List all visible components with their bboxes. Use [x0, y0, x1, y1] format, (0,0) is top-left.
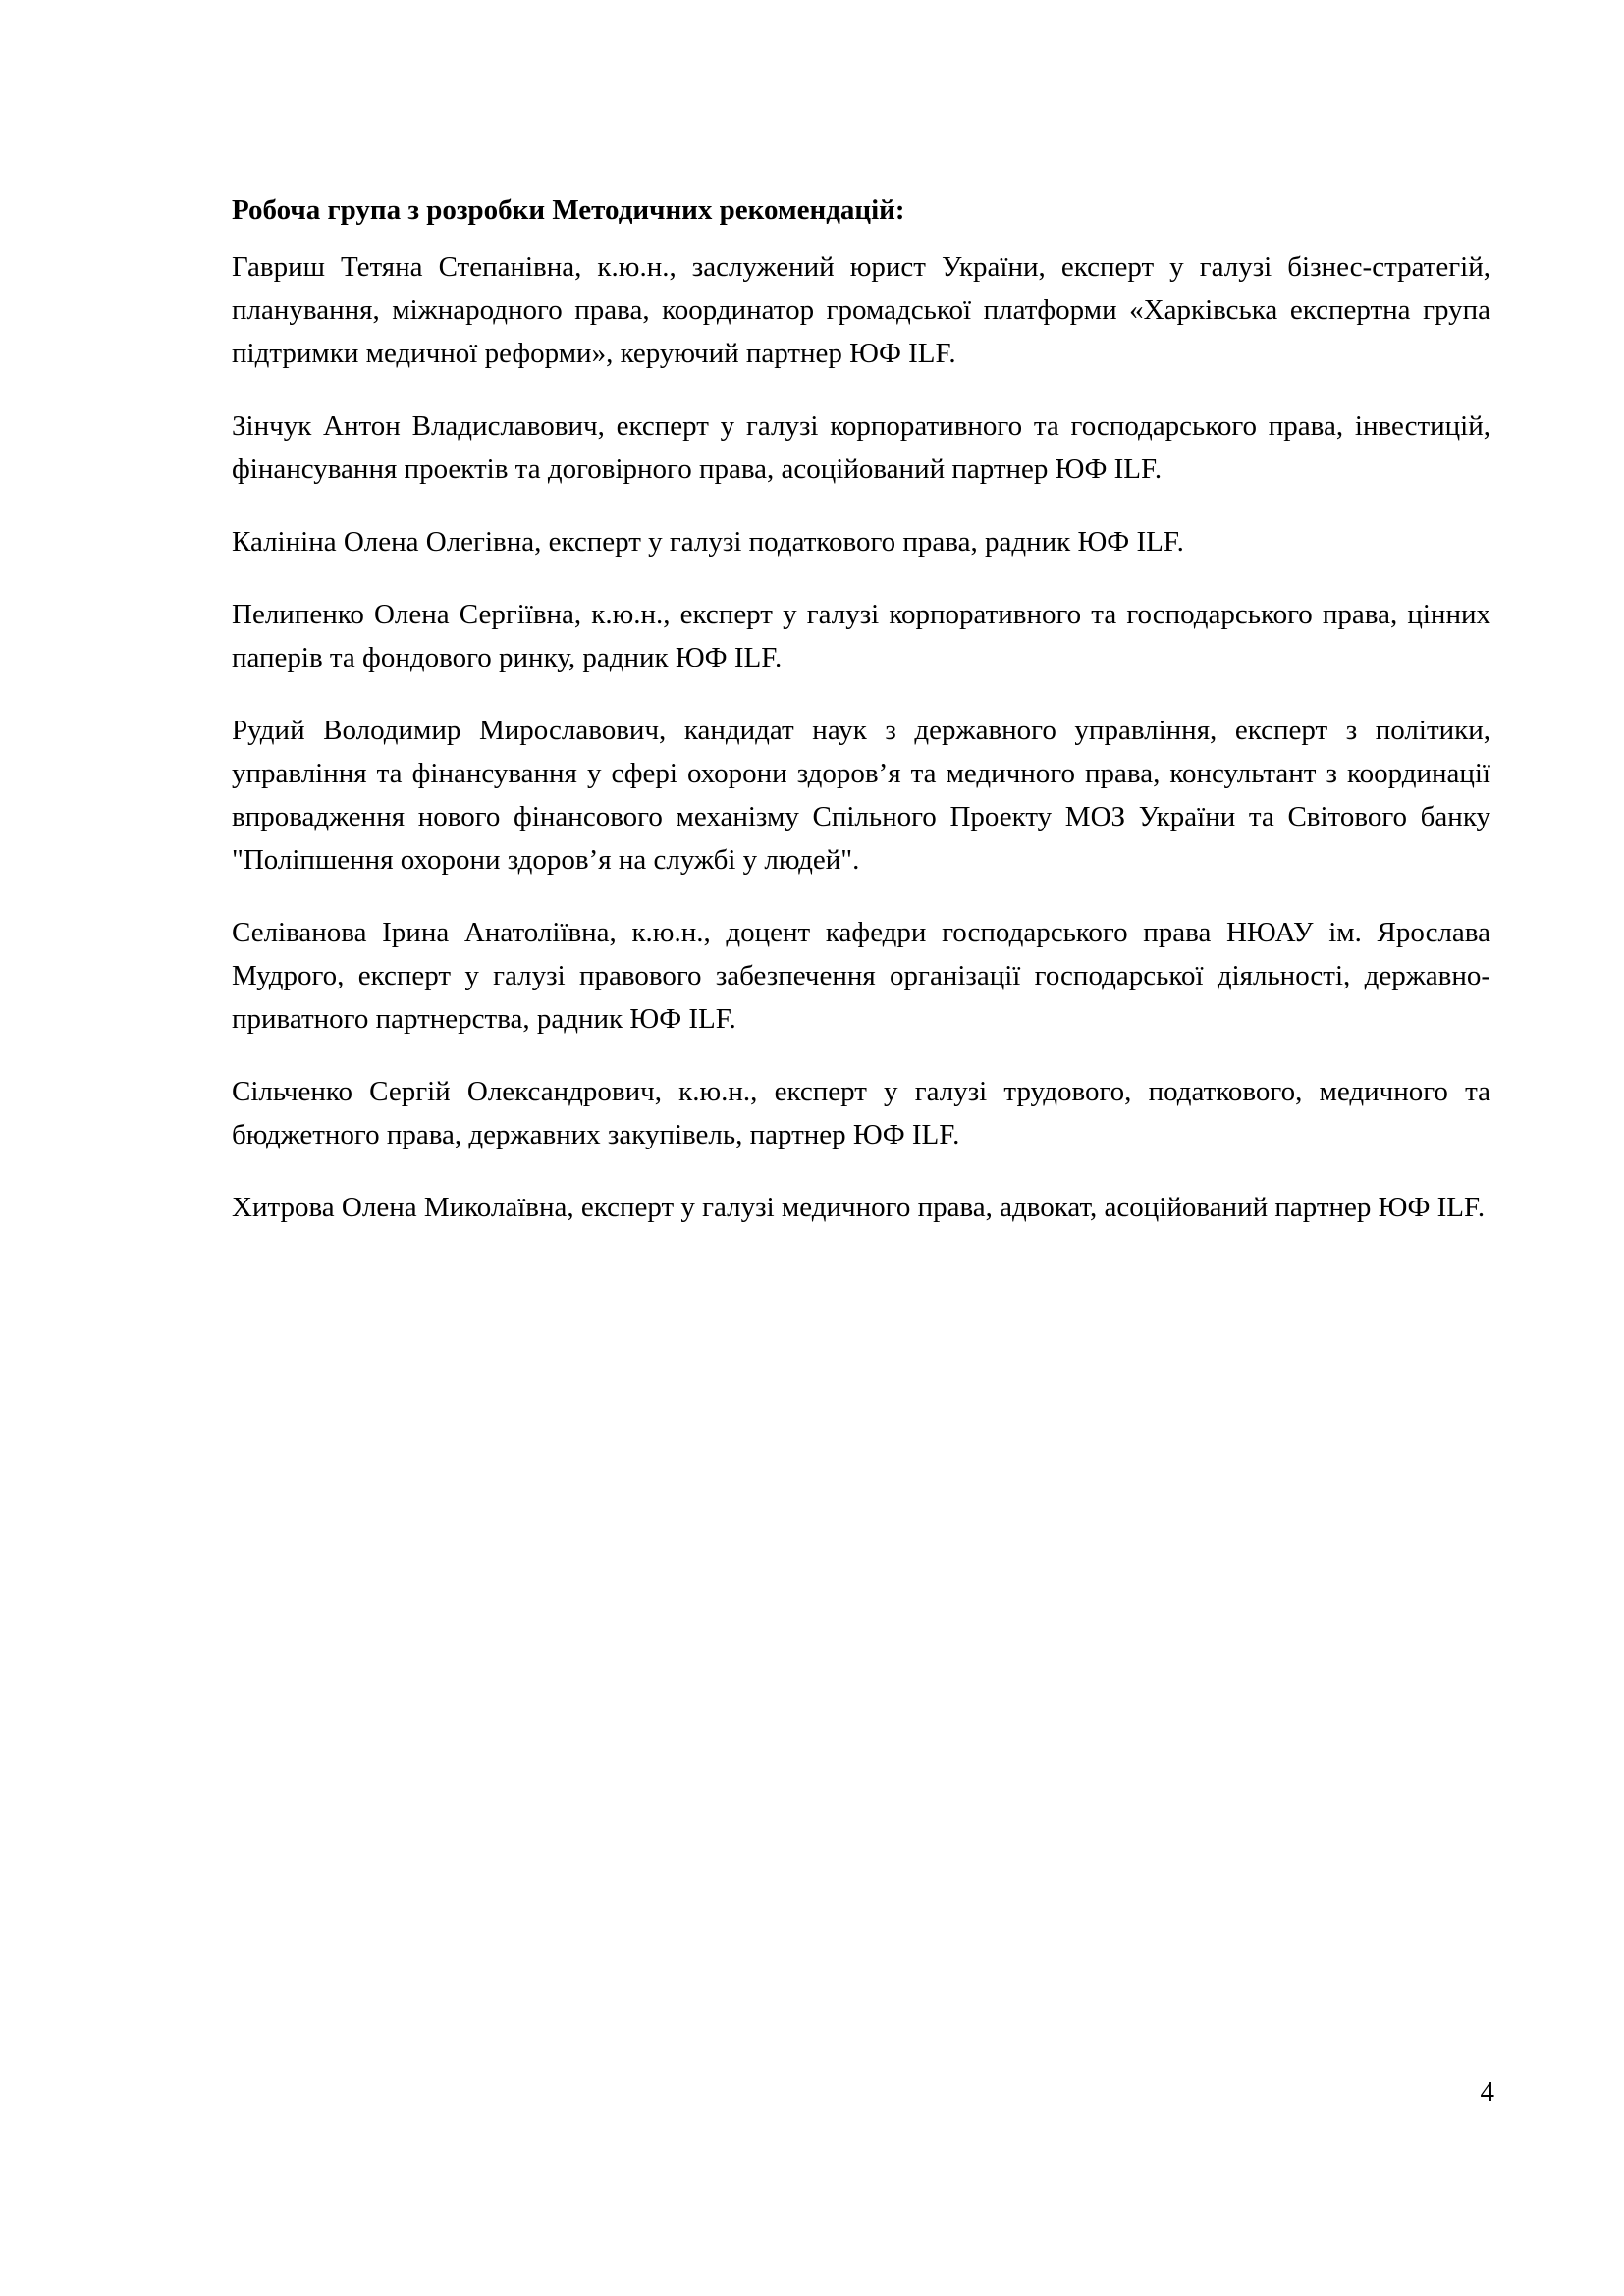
member-paragraph: Селіванова Ірина Анатоліївна, к.ю.н., доцент кафедри господарського права НЮАУ ім. Ярослава Мудрого, експерт у галузі правового забезпечення організації господарської діяльності, державно-приватного партнерства, радник ЮФ ILF. [232, 917, 1490, 1035]
member-paragraph: Пелипенко Олена Сергіївна, к.ю.н., експерт у галузі корпоративного та господарського права, цінних паперів та фондового ринку, радник ЮФ ILF. [232, 599, 1490, 673]
member-paragraph: Сільченко Сергій Олександрович, к.ю.н., експерт у галузі трудового, податкового, медичного та бюджетного права, державних закупівель, партнер ЮФ ILF. [232, 1076, 1490, 1150]
member-paragraph: Хитрова Олена Миколаївна, експерт у галузі медичного права, адвокат, асоційований партнер ЮФ ILF. [232, 1192, 1486, 1223]
member-paragraph: Рудий Володимир Мирославович, кандидат наук з державного управління, експерт з політики, управління та фінансування у сфері охорони здоров’я та медичного права, консультант з координації впровадження нового фінансового механізму Спільного Проекту МОЗ України та Світового банку "Поліпшення охорони здоров’я на службі у людей". [232, 715, 1490, 876]
page-content [232, 188, 1490, 1258]
member-paragraph: Зінчук Антон Владиславович, експерт у галузі корпоративного та господарського права, інвестицій, фінансування проектів та договірного права, асоційований партнер ЮФ ILF. [232, 410, 1490, 485]
page-number: 4 [1480, 2076, 1494, 2108]
section-heading: Робоча група з розробки Методичних рекомендацій: [232, 194, 905, 226]
member-paragraph: Калініна Олена Олегівна, експерт у галузі податкового права, радник ЮФ ILF. [232, 526, 1184, 558]
member-paragraph: Гавриш Тетяна Степанівна, к.ю.н., заслужений юрист України, експерт у галузі бізнес-стратегій, планування, міжнародного права, координатор громадської платформи «Харківська експертна група підтримки медичної реформи», керуючий партнер ЮФ ILF. [232, 251, 1490, 369]
